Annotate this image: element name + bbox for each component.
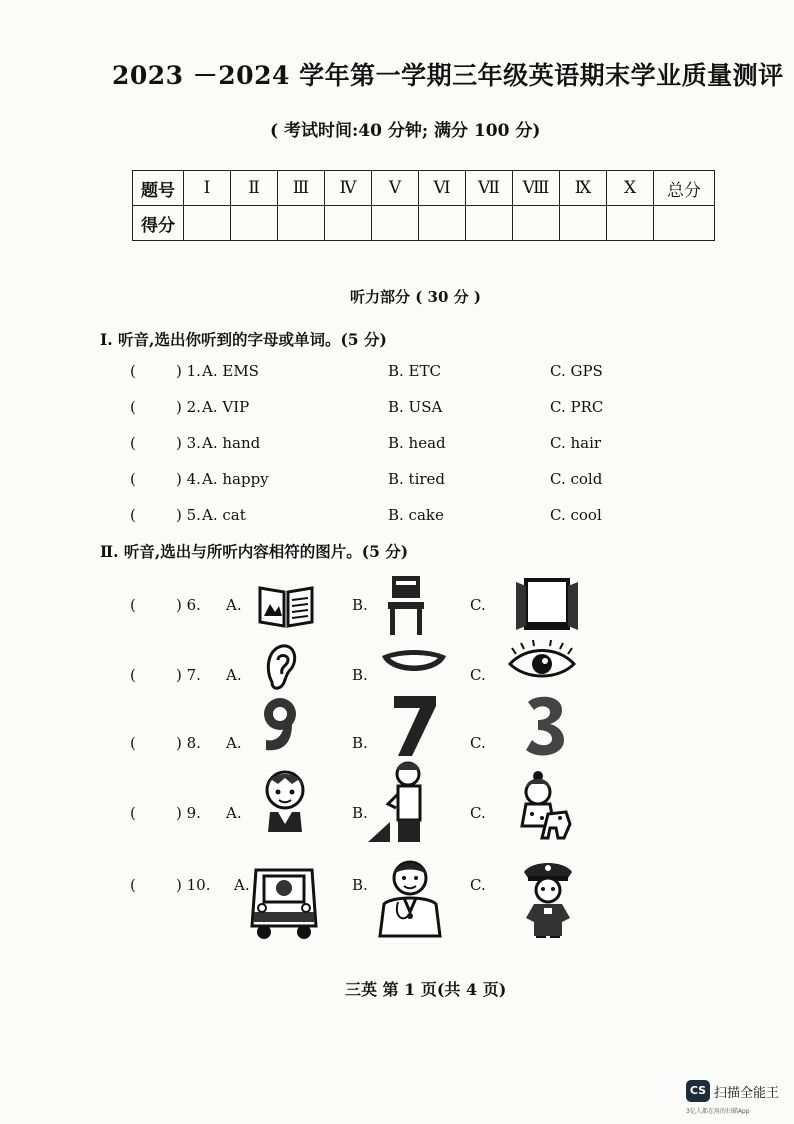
option-a-label: A. [226,804,242,822]
question-9 [130,790,600,860]
score-col-header: Ⅸ [560,171,607,206]
mouth-icon[interactable] [380,646,448,686]
police-icon[interactable] [516,858,580,938]
option-a: A. happy [202,470,269,488]
score-row-label: 题号 [133,171,184,206]
score-cell[interactable] [231,206,278,241]
option-c: C. cold [550,470,603,488]
part-1-title: Ⅰ. 听音,选出你听到的字母或单词。(5 分) [100,330,387,349]
answer-blank[interactable]: ( [130,876,165,894]
option-a-label: A. [234,876,250,894]
question-number: ) 5. [176,506,201,524]
question-10 [130,862,600,932]
score-cell[interactable] [654,206,715,241]
option-a-label: A. [226,596,242,614]
score-table-score-row [133,206,715,241]
score-col-header: Ⅲ [278,171,325,206]
score-table-header-row [133,171,715,206]
option-c: C. PRC [550,398,604,416]
option-c: C. GPS [550,362,603,380]
question-1 [130,362,610,382]
exam-info: ( 考试时间:40 分钟; 满分 100 分) [270,121,541,141]
score-cell[interactable] [325,206,372,241]
option-b-label: B. [352,734,368,752]
option-a-label: A. [226,734,242,752]
score-cell[interactable] [607,206,654,241]
scanner-tagline: 3亿人都在用的扫描App [686,1108,750,1115]
score-col-header: Ⅴ [372,171,419,206]
score-table [132,170,715,241]
answer-blank[interactable]: ( [130,596,165,614]
question-number: ) 6. [176,596,201,614]
girl-dog-icon[interactable] [516,768,572,840]
answer-blank[interactable]: ( [130,734,165,752]
option-a: A. VIP [202,398,250,416]
doctor-icon[interactable] [374,856,446,938]
option-c-label: C. [470,804,486,822]
page-footer: 三英 第 1 页(共 4 页) [345,980,507,999]
section-title: 听力部分 ( 30 分 ) [350,288,481,306]
question-number: ) 3. [176,434,201,452]
option-b: B. tired [388,470,446,488]
option-b-label: B. [352,596,368,614]
option-b-label: B. [352,804,368,822]
chair-icon[interactable] [384,574,428,636]
option-b: B. head [388,434,446,452]
number-nine-icon[interactable] [258,694,302,754]
score-cell[interactable] [560,206,607,241]
ear-icon[interactable] [264,642,298,692]
option-c: C. hair [550,434,602,452]
score-col-header: Ⅰ [184,171,231,206]
page-title: 2023 －2024 学年第一学期三年级英语期末学业质量测评 [112,61,784,90]
score-col-header: Ⅱ [231,171,278,206]
option-b: B. USA [388,398,443,416]
option-c-label: C. [470,734,486,752]
question-4 [130,470,610,490]
part-2-title: Ⅱ. 听音,选出与所听内容相符的图片。(5 分) [100,542,409,561]
score-cell[interactable] [372,206,419,241]
answer-blank[interactable]: ( [130,434,165,452]
option-a-label: A. [226,666,242,684]
question-number: ) 9. [176,804,201,822]
question-5 [130,506,610,526]
option-a: A. hand [202,434,261,452]
score-cell[interactable] [419,206,466,241]
option-a: A. EMS [202,362,259,380]
question-number: ) 4. [176,470,201,488]
question-number: ) 7. [176,666,201,684]
option-c-label: C. [470,666,486,684]
option-b: B. ETC [388,362,441,380]
number-three-icon[interactable] [522,694,568,758]
score-cell[interactable] [278,206,325,241]
answer-blank[interactable]: ( [130,470,165,488]
answer-blank[interactable]: ( [130,398,165,416]
question-2 [130,398,610,418]
option-b: B. cake [388,506,444,524]
option-c: C. cool [550,506,602,524]
question-3 [130,434,610,454]
score-col-header: Ⅹ [607,171,654,206]
scanner-logo: CS [686,1080,710,1102]
option-b-label: B. [352,666,368,684]
score-cell[interactable] [466,206,513,241]
option-c-label: C. [470,876,486,894]
question-number: ) 1. [176,362,201,380]
score-col-header: Ⅶ [466,171,513,206]
answer-blank[interactable]: ( [130,666,165,684]
score-col-header: Ⅵ [419,171,466,206]
boy-icon[interactable] [260,768,310,834]
book-icon[interactable] [256,582,316,630]
window-icon[interactable] [514,576,580,632]
eye-icon[interactable] [506,640,578,684]
score-cell[interactable] [184,206,231,241]
man-icon[interactable] [366,760,430,844]
question-number: ) 8. [176,734,201,752]
option-b-label: B. [352,876,368,894]
bus-driver-icon[interactable] [248,856,320,940]
question-number: ) 10. [176,876,211,894]
answer-blank[interactable]: ( [130,804,165,822]
option-a: A. cat [202,506,246,524]
scanner-app-name: 扫描全能王 [714,1086,780,1101]
option-c-label: C. [470,596,486,614]
score-col-header: 总分 [654,171,715,206]
answer-blank[interactable]: ( [130,506,165,524]
number-seven-icon[interactable] [392,694,438,758]
question-number: ) 2. [176,398,201,416]
score-row-label: 得分 [133,206,184,241]
score-cell[interactable] [513,206,560,241]
answer-blank[interactable]: ( [130,362,165,380]
score-col-header: Ⅳ [325,171,372,206]
score-col-header: Ⅷ [513,171,560,206]
